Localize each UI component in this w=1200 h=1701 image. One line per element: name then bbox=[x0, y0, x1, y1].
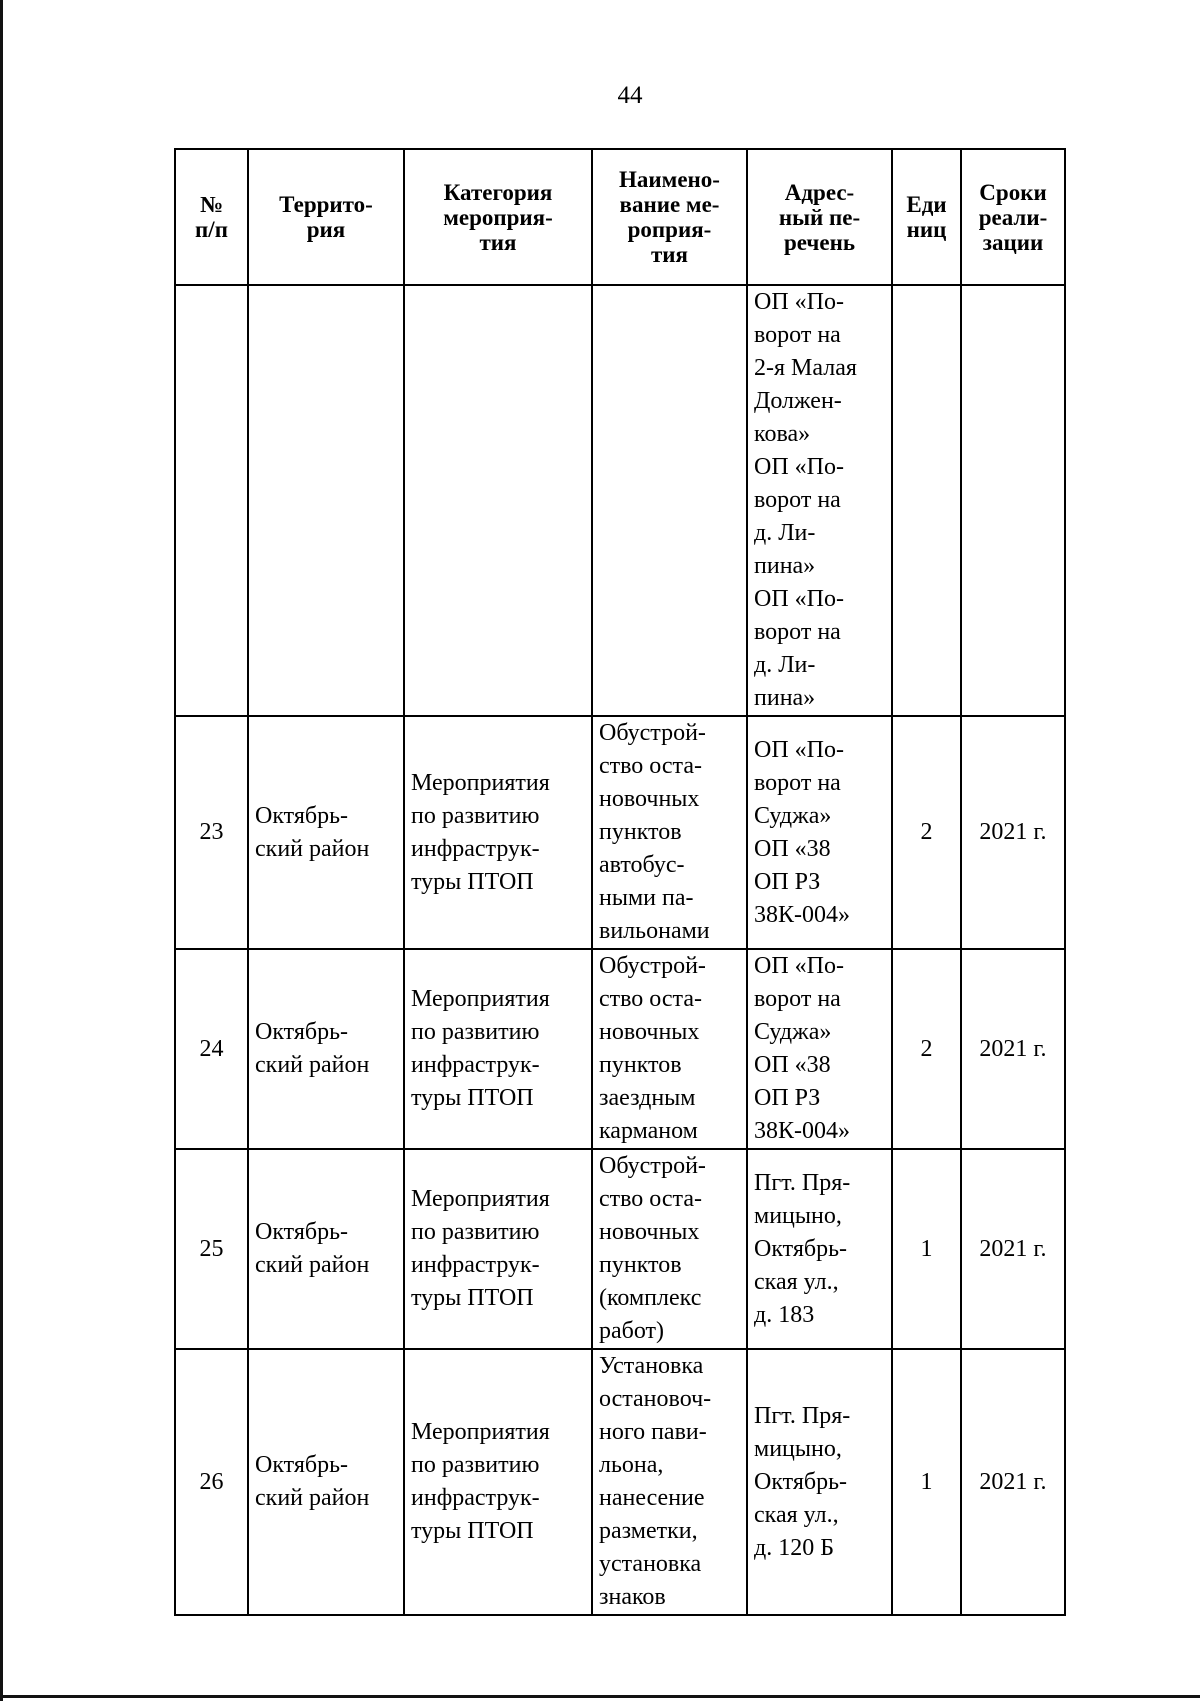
cell-name: Обустрой- ство оста- новочных пунктов заездным карманом bbox=[592, 949, 747, 1149]
cell-category: Мероприятия по развитию инфраструк- туры ПТОП bbox=[404, 949, 592, 1149]
table-row bbox=[175, 1349, 1065, 1615]
cell-term: 2021 г. bbox=[961, 716, 1065, 949]
cell-units: 1 bbox=[892, 1349, 961, 1615]
cell-territory: Октябрь- ский район bbox=[248, 1349, 404, 1615]
cell-territory: Октябрь- ский район bbox=[248, 1149, 404, 1349]
cell-address: Пгт. Пря- мицыно, Октябрь- ская ул., д. 120 Б bbox=[747, 1349, 892, 1615]
page-number: 44 bbox=[617, 82, 643, 109]
cell-number bbox=[175, 285, 248, 716]
cell-name: Установка остановоч- ного пави- льона, нанесение разметки, установка знаков bbox=[592, 1349, 747, 1615]
table-header-row bbox=[175, 149, 1065, 285]
header-term: Сроки реали- зации bbox=[961, 149, 1065, 285]
cell-term: 2021 г. bbox=[961, 1149, 1065, 1349]
cell-name bbox=[592, 285, 747, 716]
cell-number: 25 bbox=[175, 1149, 248, 1349]
cell-category bbox=[404, 285, 592, 716]
cell-address: ОП «По- ворот на Суджа» ОП «38 ОП РЗ 38К-004» bbox=[747, 716, 892, 949]
header-number: № п/п bbox=[175, 149, 248, 285]
scan-edge-bottom bbox=[0, 1695, 1200, 1698]
cell-address: ОП «По- ворот на 2-я Малая Должен- кова» ОП «По- ворот на д. Ли- пина» ОП «По- ворот на д. Ли- пина» bbox=[747, 285, 892, 716]
table-row bbox=[175, 949, 1065, 1149]
table-row bbox=[175, 1149, 1065, 1349]
table-row bbox=[175, 285, 1065, 716]
table-row bbox=[175, 716, 1065, 949]
header-units: Еди ниц bbox=[892, 149, 961, 285]
cell-units: 2 bbox=[892, 949, 961, 1149]
cell-term: 2021 г. bbox=[961, 949, 1065, 1149]
header-category: Категория мероприя- тия bbox=[404, 149, 592, 285]
cell-term bbox=[961, 285, 1065, 716]
header-address: Адрес- ный пе- речень bbox=[747, 149, 892, 285]
cell-number: 23 bbox=[175, 716, 248, 949]
header-name: Наимено- вание ме- роприя- тия bbox=[592, 149, 747, 285]
cell-address: ОП «По- ворот на Суджа» ОП «38 ОП РЗ 38К-004» bbox=[747, 949, 892, 1149]
header-territory: Террито- рия bbox=[248, 149, 404, 285]
scan-edge-left bbox=[0, 0, 3, 1701]
cell-name: Обустрой- ство оста- новочных пунктов автобус- ными па- вильонами bbox=[592, 716, 747, 949]
cell-units bbox=[892, 285, 961, 716]
cell-term: 2021 г. bbox=[961, 1349, 1065, 1615]
cell-category: Мероприятия по развитию инфраструк- туры ПТОП bbox=[404, 716, 592, 949]
cell-number: 24 bbox=[175, 949, 248, 1149]
cell-category: Мероприятия по развитию инфраструк- туры ПТОП bbox=[404, 1149, 592, 1349]
cell-units: 2 bbox=[892, 716, 961, 949]
measures-table bbox=[174, 148, 1066, 1616]
cell-number: 26 bbox=[175, 1349, 248, 1615]
cell-units: 1 bbox=[892, 1149, 961, 1349]
cell-territory: Октябрь- ский район bbox=[248, 716, 404, 949]
cell-category: Мероприятия по развитию инфраструк- туры ПТОП bbox=[404, 1349, 592, 1615]
cell-name: Обустрой- ство оста- новочных пунктов (комплекс работ) bbox=[592, 1149, 747, 1349]
cell-territory: Октябрь- ский район bbox=[248, 949, 404, 1149]
cell-territory bbox=[248, 285, 404, 716]
cell-address: Пгт. Пря- мицыно, Октябрь- ская ул., д. 183 bbox=[747, 1149, 892, 1349]
